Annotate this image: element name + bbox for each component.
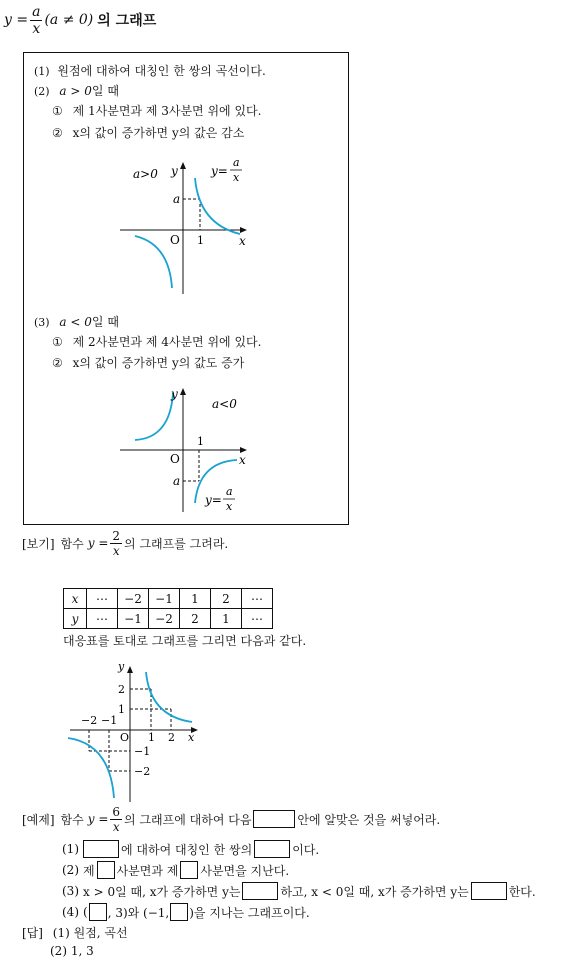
example-after: 대응표를 토대로 그래프를 그리면 다음과 같다. <box>63 634 307 648</box>
exercise-fraction <box>110 806 122 833</box>
exercise-blank-box[interactable] <box>253 810 295 828</box>
graph-a-positive <box>115 148 255 298</box>
q4-text-c: )을 지나는 그래프이다. <box>189 905 310 920</box>
eg-y-arrow <box>127 666 133 673</box>
exercise-line <box>22 802 440 836</box>
g1-y-arrow <box>180 162 186 169</box>
title-frac-den: x <box>32 20 41 37</box>
g2-origin: O <box>170 452 180 466</box>
exercise-eq-y: y = <box>87 812 109 826</box>
table-cell: −2 <box>118 589 149 609</box>
answer-2: (2) 1, 3 <box>50 944 94 958</box>
prop3-num: (3) <box>34 316 50 329</box>
q2-text-a: 제 <box>83 863 95 878</box>
prop2-num: (2) <box>34 85 50 98</box>
eg-xtick-m2: −2 <box>81 714 98 727</box>
q1-blank-1[interactable] <box>83 840 119 858</box>
q2-blank-2[interactable] <box>180 861 198 879</box>
q3-line <box>62 882 536 900</box>
example-frac-den: x <box>112 543 120 558</box>
prop2-c1-text: 제 1사분면과 제 3사분면 위에 있다. <box>72 104 262 118</box>
prop3-when: 일 때 <box>91 315 119 329</box>
prop2-cond: a > 0 <box>59 84 92 98</box>
q4-text-b: , 3)와 (−1, <box>107 905 170 920</box>
example-text2: 의 그래프를 그려라. <box>124 536 229 551</box>
table-cell: ⋯ <box>87 609 118 629</box>
g2-y-arrow <box>180 388 186 395</box>
value-table <box>63 588 273 629</box>
prop3-line <box>34 313 119 330</box>
eg-curve-q3 <box>68 738 114 798</box>
title-suffix: 의 그래프 <box>97 13 157 29</box>
g2-eq-y: y= <box>205 493 222 507</box>
q4-line <box>62 903 310 921</box>
q2-text-c: 사분면을 지난다. <box>200 863 290 878</box>
eg-axis-y: y <box>118 660 125 673</box>
prop3-c2-text: x의 값이 증가하면 y의 값도 증가 <box>72 356 245 370</box>
q3-num: (3) <box>62 884 79 898</box>
eg-ytick-1: 1 <box>118 703 125 716</box>
exercise-label: [예제] <box>22 812 55 827</box>
g2-eq-den: x <box>226 500 233 513</box>
table-row <box>64 609 273 629</box>
g1-curve-q1 <box>195 178 240 234</box>
answer-label: [답] <box>22 926 43 940</box>
prop2-c2-num: ② <box>52 126 63 140</box>
table-cell: −1 <box>149 589 180 609</box>
exercise-frac-num: 6 <box>112 804 121 819</box>
g1-origin: O <box>170 233 180 247</box>
g2-tick-1: 1 <box>197 435 204 448</box>
g1-eq-num: a <box>233 156 240 169</box>
table-cell: 2 <box>211 589 242 609</box>
table-row-header: y <box>64 609 87 629</box>
g2-axis-y: y <box>171 387 178 401</box>
q1-blank-2[interactable] <box>254 840 290 858</box>
g2-curve-q2 <box>135 393 173 440</box>
table-cell: −1 <box>118 609 149 629</box>
prop2-c1-num: ① <box>52 104 63 118</box>
q1-line <box>62 840 319 858</box>
example-text1: 함수 <box>60 536 84 551</box>
q2-blank-1[interactable] <box>97 861 115 879</box>
prop2-when: 일 때 <box>91 84 119 98</box>
g1-curve-q3 <box>135 236 172 288</box>
example-eq-y: y = <box>87 536 109 550</box>
eg-ytick-m2: −2 <box>134 765 151 778</box>
g1-eq-y: y= <box>211 164 228 178</box>
prop3-c2-line <box>52 354 244 371</box>
eg-xtick-m1: −1 <box>101 714 118 727</box>
table-cell: ⋯ <box>242 609 273 629</box>
eg-xtick-2: 2 <box>168 731 175 744</box>
exercise-text3: 안에 알맞은 것을 써넣어라. <box>297 812 441 827</box>
eg-ytick-2: 2 <box>118 683 125 696</box>
q4-blank-1[interactable] <box>89 903 107 921</box>
table-cell: −2 <box>149 609 180 629</box>
prop1-num: (1) <box>34 65 50 78</box>
q1-num: (1) <box>62 842 79 856</box>
table-row <box>64 589 273 609</box>
q1-text-b: 이다. <box>292 842 320 857</box>
prop1-text: 원점에 대하여 대칭인 한 쌍의 곡선이다. <box>57 64 266 78</box>
prop3-c1-text: 제 2사분면과 제 4사분면 위에 있다. <box>72 335 262 349</box>
q3-text-b: 하고, x < 0일 때, x가 증가하면 y는 <box>280 884 469 899</box>
q3-text-a: x > 0일 때, x가 증가하면 y는 <box>83 884 241 899</box>
g1-tick-a: a <box>173 192 181 206</box>
table-cell: ⋯ <box>242 589 273 609</box>
example-fraction <box>110 530 122 557</box>
title-frac-num: a <box>32 3 41 20</box>
exercise-text1: 함수 <box>60 812 84 827</box>
answer-1: (1) 원점, 곡선 <box>52 926 128 940</box>
prop2-c2-line <box>52 124 244 141</box>
q3-text-c: 한다. <box>508 884 536 899</box>
example-graph <box>60 656 210 804</box>
g2-eq-num: a <box>226 485 233 498</box>
exercise-text2: 의 그래프에 대하여 다음 <box>124 812 252 827</box>
table-cell: 2 <box>180 609 211 629</box>
g2-tick-a: a <box>173 474 181 488</box>
exercise-frac-den: x <box>112 819 120 834</box>
q4-text-a: ( <box>83 905 88 919</box>
prop2-c1-line <box>52 102 261 119</box>
table-cell: 1 <box>211 609 242 629</box>
prop2-c2-text: x의 값이 증가하면 y의 값은 감소 <box>72 126 245 140</box>
graph-a-negative <box>115 378 255 516</box>
eg-axis-x: x <box>188 731 195 744</box>
eg-curve-q1 <box>146 672 192 722</box>
q2-line <box>62 861 289 879</box>
prop3-c2-num: ② <box>52 356 63 370</box>
q3-blank-1[interactable] <box>242 882 278 900</box>
g1-eq-den: x <box>233 171 240 184</box>
eg-xtick-1: 1 <box>148 731 155 744</box>
g1-cond: a>0 <box>133 167 158 181</box>
q1-text-a: 에 대하여 대칭인 한 쌍의 <box>121 842 253 857</box>
q2-num: (2) <box>62 863 79 877</box>
table-cell: 1 <box>180 589 211 609</box>
table-row-header: x <box>64 589 87 609</box>
eg-origin: O <box>120 731 130 744</box>
prop3-cond: a < 0 <box>59 315 92 329</box>
example-frac-num: 2 <box>112 528 121 543</box>
prop1-line <box>34 62 266 79</box>
answer-line <box>22 924 128 941</box>
table-cell: ⋯ <box>87 589 118 609</box>
q3-blank-2[interactable] <box>471 882 507 900</box>
example-label: [보기] <box>22 536 55 551</box>
prop2-line <box>34 82 119 99</box>
title-y: y = <box>4 12 29 28</box>
page-title <box>4 0 156 40</box>
example-line <box>22 526 228 560</box>
prop3-c1-num: ① <box>52 335 63 349</box>
eg-ytick-m1: −1 <box>134 745 151 758</box>
q2-text-b: 사분면과 제 <box>116 863 179 878</box>
g2-cond: a<0 <box>212 397 237 411</box>
g1-x-arrow <box>240 227 247 233</box>
q4-num: (4) <box>62 905 79 919</box>
prop3-c1-line <box>52 333 261 350</box>
title-cond: (a ≠ 0) <box>44 12 94 28</box>
g2-axis-x: x <box>239 453 246 467</box>
title-fraction <box>30 5 42 36</box>
g1-axis-x: x <box>239 234 246 248</box>
g1-tick-1: 1 <box>197 234 204 247</box>
g1-axis-y: y <box>171 164 178 178</box>
q4-blank-2[interactable] <box>170 903 188 921</box>
